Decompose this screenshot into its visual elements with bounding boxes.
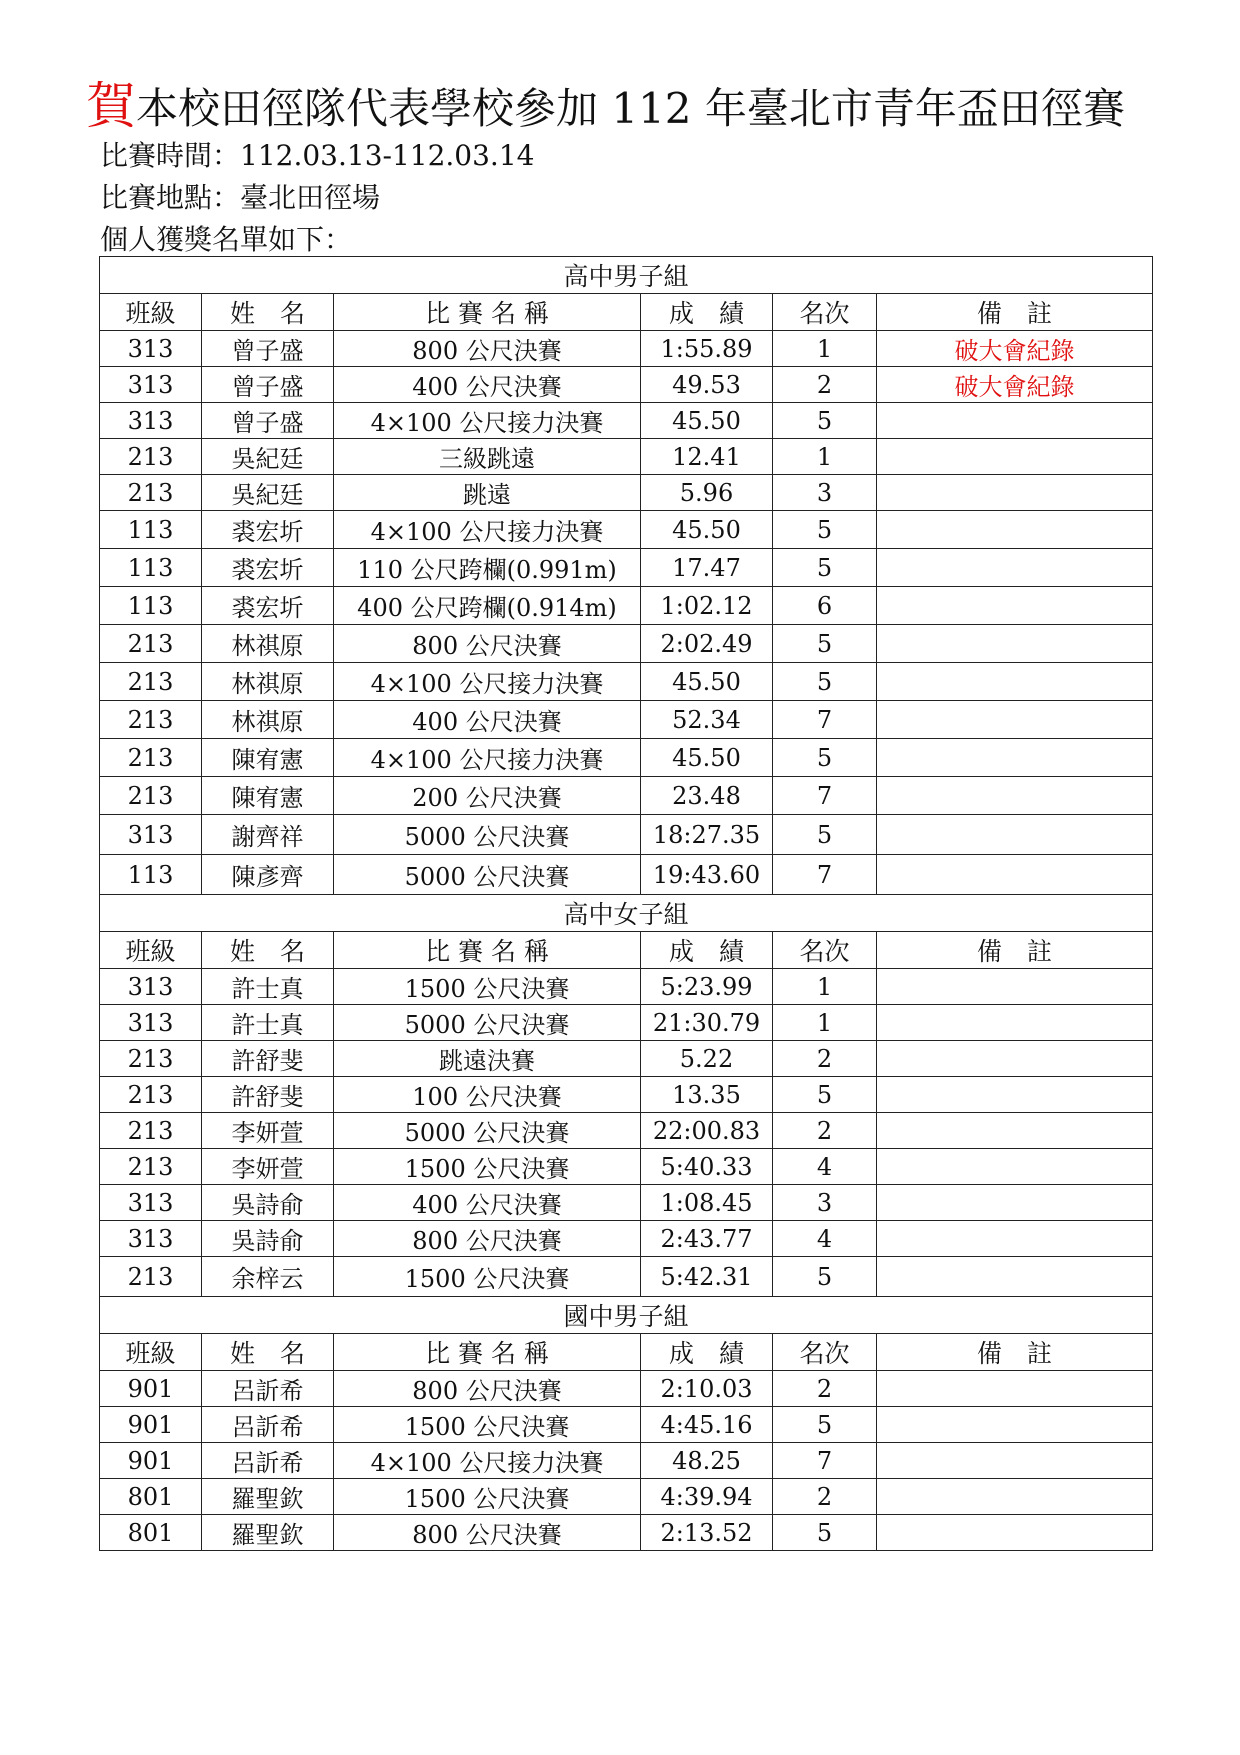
cell-event: 5000 公尺決賽	[334, 1113, 641, 1149]
cell-event: 800 公尺決賽	[334, 1515, 641, 1551]
cell-name: 陳彥齊	[202, 855, 334, 895]
award-list-intro: 個人獲獎名單如下：	[100, 223, 353, 256]
cell-event: 5000 公尺決賽	[334, 1005, 641, 1041]
cell-name: 許士真	[202, 969, 334, 1005]
cell-remark	[877, 1371, 1153, 1407]
cell-remark	[877, 1443, 1153, 1479]
cell-result: 13.35	[641, 1077, 773, 1113]
cell-event: 400 公尺跨欄(0.914m)	[334, 587, 641, 625]
cell-class: 213	[100, 739, 202, 777]
cell-rank: 5	[773, 1257, 877, 1297]
column-header-row	[100, 294, 1153, 331]
column-header-result: 成 績	[641, 294, 773, 331]
cell-result: 5.96	[641, 475, 773, 511]
cell-rank: 3	[773, 1185, 877, 1221]
competition-date: 比賽時間：112.03.13-112.03.14	[100, 139, 535, 172]
column-header-rank: 名次	[773, 1334, 877, 1371]
cell-class: 313	[100, 969, 202, 1005]
cell-rank: 4	[773, 1221, 877, 1257]
cell-result: 2:43.77	[641, 1221, 773, 1257]
cell-name: 林祺原	[202, 663, 334, 701]
column-header-class: 班級	[100, 294, 202, 331]
cell-event: 三級跳遠	[334, 439, 641, 475]
table-row	[100, 855, 1153, 895]
table-row	[100, 969, 1153, 1005]
cell-class: 113	[100, 549, 202, 587]
column-header-row	[100, 932, 1153, 969]
column-header-event: 比 賽 名 稱	[334, 1334, 641, 1371]
cell-event: 1500 公尺決賽	[334, 1257, 641, 1297]
table-row	[100, 1407, 1153, 1443]
table-row	[100, 1515, 1153, 1551]
section-header	[100, 895, 1153, 932]
column-header-rank: 名次	[773, 932, 877, 969]
cell-class: 313	[100, 367, 202, 403]
cell-rank: 5	[773, 1407, 877, 1443]
cell-class: 313	[100, 1005, 202, 1041]
cell-class: 313	[100, 815, 202, 855]
cell-event: 800 公尺決賽	[334, 1221, 641, 1257]
column-header-result: 成 績	[641, 1334, 773, 1371]
cell-class: 313	[100, 1185, 202, 1221]
cell-remark: 破大會紀錄	[877, 367, 1153, 403]
cell-class: 213	[100, 701, 202, 739]
cell-name: 曾子盛	[202, 403, 334, 439]
cell-result: 5:42.31	[641, 1257, 773, 1297]
cell-rank: 1	[773, 439, 877, 475]
cell-name: 謝齊祥	[202, 815, 334, 855]
cell-rank: 2	[773, 1371, 877, 1407]
cell-class: 213	[100, 439, 202, 475]
cell-class: 213	[100, 1257, 202, 1297]
cell-remark	[877, 587, 1153, 625]
cell-event: 4×100 公尺接力決賽	[334, 739, 641, 777]
cell-name: 李妍萱	[202, 1113, 334, 1149]
cell-event: 5000 公尺決賽	[334, 855, 641, 895]
cell-class: 313	[100, 1221, 202, 1257]
cell-name: 裘宏圻	[202, 511, 334, 549]
cell-rank: 1	[773, 969, 877, 1005]
cell-rank: 2	[773, 1479, 877, 1515]
cell-remark	[877, 815, 1153, 855]
cell-class: 801	[100, 1515, 202, 1551]
column-header-result: 成 績	[641, 932, 773, 969]
cell-result: 4:45.16	[641, 1407, 773, 1443]
column-header-rank: 名次	[773, 294, 877, 331]
cell-result: 5:40.33	[641, 1149, 773, 1185]
cell-result: 22:00.83	[641, 1113, 773, 1149]
cell-class: 901	[100, 1443, 202, 1479]
cell-class: 113	[100, 855, 202, 895]
cell-class: 213	[100, 1041, 202, 1077]
table-row	[100, 1041, 1153, 1077]
cell-result: 2:10.03	[641, 1371, 773, 1407]
column-header-remark: 備 註	[877, 932, 1153, 969]
cell-remark	[877, 625, 1153, 663]
table-row	[100, 815, 1153, 855]
cell-name: 吳詩俞	[202, 1221, 334, 1257]
cell-rank: 5	[773, 1515, 877, 1551]
table-row	[100, 663, 1153, 701]
cell-result: 1:08.45	[641, 1185, 773, 1221]
cell-name: 吳紀廷	[202, 475, 334, 511]
cell-rank: 5	[773, 815, 877, 855]
cell-name: 林祺原	[202, 701, 334, 739]
cell-remark	[877, 701, 1153, 739]
cell-event: 跳遠決賽	[334, 1041, 641, 1077]
cell-rank: 5	[773, 625, 877, 663]
cell-remark	[877, 969, 1153, 1005]
table-row	[100, 511, 1153, 549]
cell-name: 呂訢希	[202, 1407, 334, 1443]
cell-class: 313	[100, 403, 202, 439]
cell-name: 裘宏圻	[202, 549, 334, 587]
cell-name: 呂訢希	[202, 1443, 334, 1479]
cell-remark	[877, 1041, 1153, 1077]
table-row	[100, 367, 1153, 403]
cell-remark	[877, 439, 1153, 475]
column-header-event: 比 賽 名 稱	[334, 932, 641, 969]
cell-name: 李妍萱	[202, 1149, 334, 1185]
cell-remark	[877, 1221, 1153, 1257]
table-row	[100, 403, 1153, 439]
table-row	[100, 1221, 1153, 1257]
cell-class: 113	[100, 511, 202, 549]
table-row	[100, 1371, 1153, 1407]
cell-class: 213	[100, 1077, 202, 1113]
cell-rank: 5	[773, 511, 877, 549]
cell-remark: 破大會紀錄	[877, 331, 1153, 367]
table-row	[100, 1077, 1153, 1113]
table-row	[100, 701, 1153, 739]
cell-result: 18:27.35	[641, 815, 773, 855]
cell-result: 45.50	[641, 739, 773, 777]
cell-class: 901	[100, 1371, 202, 1407]
cell-event: 1500 公尺決賽	[334, 1407, 641, 1443]
cell-name: 余梓云	[202, 1257, 334, 1297]
cell-event: 800 公尺決賽	[334, 625, 641, 663]
cell-result: 5.22	[641, 1041, 773, 1077]
cell-remark	[877, 1479, 1153, 1515]
cell-remark	[877, 855, 1153, 895]
table-row	[100, 439, 1153, 475]
cell-result: 12.41	[641, 439, 773, 475]
cell-result: 48.25	[641, 1443, 773, 1479]
cell-rank: 5	[773, 663, 877, 701]
cell-event: 200 公尺決賽	[334, 777, 641, 815]
cell-remark	[877, 663, 1153, 701]
cell-name: 吳紀廷	[202, 439, 334, 475]
cell-rank: 7	[773, 701, 877, 739]
table-row	[100, 739, 1153, 777]
cell-event: 400 公尺決賽	[334, 1185, 641, 1221]
cell-remark	[877, 549, 1153, 587]
cell-result: 45.50	[641, 663, 773, 701]
cell-event: 4×100 公尺接力決賽	[334, 403, 641, 439]
column-header-event: 比 賽 名 稱	[334, 294, 641, 331]
cell-class: 213	[100, 1113, 202, 1149]
cell-result: 1:55.89	[641, 331, 773, 367]
table-row	[100, 1005, 1153, 1041]
cell-remark	[877, 1515, 1153, 1551]
table-row	[100, 1443, 1153, 1479]
cell-result: 1:02.12	[641, 587, 773, 625]
cell-remark	[877, 1077, 1153, 1113]
cell-event: 400 公尺決賽	[334, 701, 641, 739]
cell-name: 羅聖欽	[202, 1515, 334, 1551]
cell-rank: 3	[773, 475, 877, 511]
cell-remark	[877, 1113, 1153, 1149]
cell-event: 100 公尺決賽	[334, 1077, 641, 1113]
cell-rank: 4	[773, 1149, 877, 1185]
table-row	[100, 777, 1153, 815]
cell-rank: 1	[773, 1005, 877, 1041]
table-row	[100, 1479, 1153, 1515]
cell-remark	[877, 511, 1153, 549]
cell-rank: 1	[773, 331, 877, 367]
cell-class: 213	[100, 1149, 202, 1185]
cell-name: 陳宥憲	[202, 739, 334, 777]
cell-name: 許舒斐	[202, 1077, 334, 1113]
results-table	[99, 256, 1153, 1551]
cell-class: 213	[100, 663, 202, 701]
cell-event: 跳遠	[334, 475, 641, 511]
page-title	[86, 78, 1125, 137]
competition-venue: 比賽地點：臺北田徑場	[100, 181, 381, 214]
cell-result: 2:02.49	[641, 625, 773, 663]
table-row	[100, 587, 1153, 625]
cell-remark	[877, 1407, 1153, 1443]
section-header	[100, 1297, 1153, 1334]
cell-name: 曾子盛	[202, 331, 334, 367]
cell-name: 吳詩俞	[202, 1185, 334, 1221]
cell-result: 19:43.60	[641, 855, 773, 895]
table-row	[100, 1149, 1153, 1185]
column-header-remark: 備 註	[877, 1334, 1153, 1371]
column-header-row	[100, 1334, 1153, 1371]
table-row	[100, 475, 1153, 511]
cell-name: 曾子盛	[202, 367, 334, 403]
cell-event: 4×100 公尺接力決賽	[334, 511, 641, 549]
section-title: 國中男子組	[100, 1297, 1153, 1334]
table-row	[100, 1113, 1153, 1149]
cell-remark	[877, 1257, 1153, 1297]
cell-remark	[877, 475, 1153, 511]
cell-event: 800 公尺決賽	[334, 331, 641, 367]
cell-result: 49.53	[641, 367, 773, 403]
cell-rank: 7	[773, 777, 877, 815]
cell-result: 23.48	[641, 777, 773, 815]
cell-rank: 6	[773, 587, 877, 625]
cell-result: 21:30.79	[641, 1005, 773, 1041]
cell-remark	[877, 1005, 1153, 1041]
cell-rank: 5	[773, 549, 877, 587]
cell-remark	[877, 1185, 1153, 1221]
cell-rank: 2	[773, 367, 877, 403]
cell-class: 313	[100, 331, 202, 367]
cell-name: 許舒斐	[202, 1041, 334, 1077]
cell-rank: 2	[773, 1041, 877, 1077]
cell-event: 1500 公尺決賽	[334, 1149, 641, 1185]
cell-result: 4:39.94	[641, 1479, 773, 1515]
congrats-mark: 賀	[86, 77, 136, 135]
cell-name: 裘宏圻	[202, 587, 334, 625]
cell-name: 林祺原	[202, 625, 334, 663]
cell-remark	[877, 739, 1153, 777]
cell-rank: 5	[773, 403, 877, 439]
cell-result: 5:23.99	[641, 969, 773, 1005]
cell-event: 800 公尺決賽	[334, 1371, 641, 1407]
cell-rank: 7	[773, 1443, 877, 1479]
cell-rank: 2	[773, 1113, 877, 1149]
cell-name: 呂訢希	[202, 1371, 334, 1407]
cell-result: 17.47	[641, 549, 773, 587]
cell-remark	[877, 1149, 1153, 1185]
cell-class: 213	[100, 777, 202, 815]
cell-remark	[877, 777, 1153, 815]
cell-result: 2:13.52	[641, 1515, 773, 1551]
section-title: 高中女子組	[100, 895, 1153, 932]
cell-name: 羅聖欽	[202, 1479, 334, 1515]
cell-rank: 5	[773, 739, 877, 777]
cell-event: 1500 公尺決賽	[334, 969, 641, 1005]
cell-name: 許士真	[202, 1005, 334, 1041]
title-text: 本校田徑隊代表學校參加 112 年臺北市青年盃田徑賽	[136, 84, 1125, 133]
cell-remark	[877, 403, 1153, 439]
cell-result: 45.50	[641, 403, 773, 439]
column-header-name: 姓 名	[202, 294, 334, 331]
column-header-remark: 備 註	[877, 294, 1153, 331]
table-row	[100, 625, 1153, 663]
cell-event: 4×100 公尺接力決賽	[334, 1443, 641, 1479]
cell-class: 213	[100, 475, 202, 511]
cell-result: 45.50	[641, 511, 773, 549]
cell-rank: 5	[773, 1077, 877, 1113]
cell-class: 213	[100, 625, 202, 663]
cell-event: 400 公尺決賽	[334, 367, 641, 403]
cell-name: 陳宥憲	[202, 777, 334, 815]
cell-event: 4×100 公尺接力決賽	[334, 663, 641, 701]
table-row	[100, 331, 1153, 367]
table-row	[100, 549, 1153, 587]
table-row	[100, 1257, 1153, 1297]
cell-event: 110 公尺跨欄(0.991m)	[334, 549, 641, 587]
cell-class: 801	[100, 1479, 202, 1515]
cell-event: 1500 公尺決賽	[334, 1479, 641, 1515]
cell-class: 113	[100, 587, 202, 625]
column-header-name: 姓 名	[202, 1334, 334, 1371]
cell-event: 5000 公尺決賽	[334, 815, 641, 855]
cell-rank: 7	[773, 855, 877, 895]
section-header	[100, 257, 1153, 294]
column-header-class: 班級	[100, 1334, 202, 1371]
cell-class: 901	[100, 1407, 202, 1443]
column-header-name: 姓 名	[202, 932, 334, 969]
table-row	[100, 1185, 1153, 1221]
section-title: 高中男子組	[100, 257, 1153, 294]
column-header-class: 班級	[100, 932, 202, 969]
cell-result: 52.34	[641, 701, 773, 739]
